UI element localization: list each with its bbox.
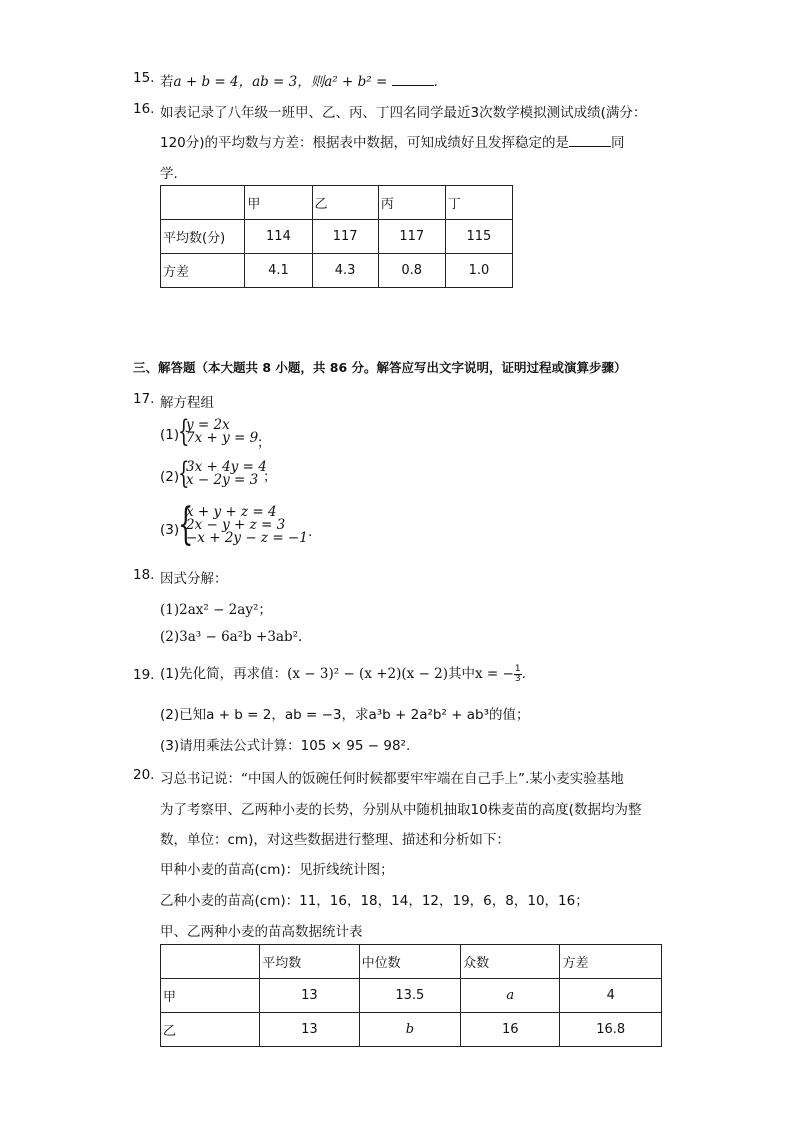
table-cell: 1.0 — [445, 254, 512, 288]
score-table — [160, 185, 513, 288]
punctuation: ； — [257, 435, 271, 451]
table-header-cell: 众数 — [461, 945, 560, 979]
q19-part3: (3)请用乘法公式计算：105 × 95 − 98². — [160, 738, 411, 754]
table-cell: 4 — [560, 979, 662, 1013]
question-number: 19. — [133, 667, 155, 683]
table-header-cell: 方差 — [560, 945, 662, 979]
answer-blank — [569, 134, 611, 147]
fraction — [514, 665, 522, 684]
q19-part1-expression: (x − 3)² − (x +2)(x − 2)其中x = − — [287, 666, 514, 682]
q16-line2-end: 同 — [611, 135, 625, 151]
q15-expression: a + b = 4，ab = 3，则a² + b² = — [173, 74, 392, 90]
q15-prefix: 若 — [160, 74, 174, 90]
table-cell: 4.1 — [245, 254, 312, 288]
table-cell: 115 — [445, 220, 512, 254]
table-cell: 16 — [461, 1013, 560, 1047]
table-cell: 114 — [245, 220, 312, 254]
q17-title: 解方程组 — [160, 395, 214, 411]
q17-part3-label: (3) — [160, 522, 180, 538]
q16-line2-text: 120分)的平均数与方差：根据表中数据，可知成绩好且发挥稳定的是 — [160, 135, 570, 151]
fraction-numerator: 1 — [514, 663, 521, 674]
wheat-stats-table — [160, 944, 662, 1047]
table-row-label: 平均数(分) — [161, 220, 245, 254]
equation-system — [186, 506, 308, 545]
equation: 2x − y + z = 3 — [186, 517, 286, 533]
table-header-cell: 丙 — [378, 186, 445, 220]
answer-blank — [392, 73, 434, 86]
equation: −x + 2y − z = −1 — [186, 530, 308, 546]
equation-system — [186, 419, 258, 445]
punctuation: . — [308, 524, 313, 540]
table-row — [161, 220, 513, 254]
q20-line2: 为了考察甲、乙两种小麦的长势，分别从中随机抽取10株麦苗的高度(数据均为整 — [160, 802, 642, 818]
table-header-cell: 丁 — [445, 186, 512, 220]
table-row-label: 甲 — [161, 979, 260, 1013]
q16-line2 — [160, 131, 625, 151]
brace-icon: { — [178, 499, 194, 550]
table-cell: 13.5 — [359, 979, 461, 1013]
question-number: 17. — [133, 391, 155, 407]
table-row-label: 乙 — [161, 1013, 260, 1047]
table-cell: b — [359, 1013, 461, 1047]
punctuation: ； — [263, 469, 277, 485]
question-number: 20. — [133, 767, 155, 783]
question-15 — [160, 70, 438, 90]
table-cell: 117 — [378, 220, 445, 254]
q19-part1-text: (1)先化简，再求值： — [160, 666, 288, 682]
q17-part2-label: (2) — [160, 469, 180, 485]
table-row — [161, 254, 513, 288]
q20-line6: 甲、乙两种小麦的苗高数据统计表 — [160, 924, 363, 940]
table-row — [161, 979, 662, 1013]
table-header-cell — [161, 945, 260, 979]
brace-icon: { — [178, 456, 190, 491]
equation: y = 2x — [186, 417, 230, 433]
question-number: 15. — [133, 70, 155, 86]
equation: x + y + z = 4 — [186, 504, 277, 520]
q20-line1: 习总书记说：“中国人的饭碗任何时候都要牢牢端在自己手上”.某小麦实验基地 — [160, 771, 624, 787]
q18-title: 因式分解： — [160, 571, 228, 587]
table-row — [161, 186, 513, 220]
q19-part2: (2)已知a + b = 2，ab = −3，求a³b + 2a²b² + ab³的值； — [160, 707, 530, 723]
section-title: 三、解答题（本大题共 8 小题，共 86 分。解答应写出文字说明，证明过程或演算步骤） — [133, 360, 627, 375]
table-header-cell: 中位数 — [359, 945, 461, 979]
table-cell: 4.3 — [312, 254, 378, 288]
q19-part1 — [160, 662, 526, 684]
q18-part1: (1)2ax² − 2ay²； — [160, 602, 272, 618]
equation-system — [186, 461, 267, 487]
table-cell: a — [461, 979, 560, 1013]
table-header-cell — [161, 186, 245, 220]
table-cell: 117 — [312, 220, 378, 254]
equation: 7x + y = 9 — [186, 430, 259, 446]
table-header-cell: 平均数 — [260, 945, 359, 979]
question-number: 16. — [133, 101, 155, 117]
table-header-cell: 甲 — [245, 186, 312, 220]
punctuation: . — [521, 666, 526, 682]
q16-line1: 如表记录了八年级一班甲、乙、丙、丁四名同学最近3次数学模拟测试成绩(满分： — [160, 105, 647, 121]
table-row — [161, 945, 662, 979]
table-cell: 13 — [260, 979, 359, 1013]
q18-part2: (2)3a³ − 6a²b +3ab². — [160, 629, 303, 645]
q20-line3: 数，单位：cm)，对这些数据进行整理、描述和分析如下： — [160, 832, 510, 848]
equation: 3x + 4y = 4 — [186, 459, 267, 475]
table-row-label: 方差 — [161, 254, 245, 288]
table-cell: 0.8 — [378, 254, 445, 288]
q20-line4: 甲种小麦的苗高(cm)：见折线统计图； — [160, 862, 394, 878]
fraction-denominator: 3 — [514, 673, 521, 684]
question-number: 18. — [133, 567, 155, 583]
table-header-cell: 乙 — [312, 186, 378, 220]
table-row — [161, 1013, 662, 1047]
q15-suffix: . — [433, 74, 438, 90]
equation: x − 2y = 3 — [186, 472, 259, 488]
table-cell: 16.8 — [560, 1013, 662, 1047]
brace-icon: { — [178, 414, 190, 449]
table-cell: 13 — [260, 1013, 359, 1047]
q17-part1-label: (1) — [160, 427, 180, 443]
q20-line5: 乙种小麦的苗高(cm)：11，16，18，14，12，19，6，8，10，16； — [160, 893, 589, 909]
q16-line3: 学. — [160, 166, 178, 182]
